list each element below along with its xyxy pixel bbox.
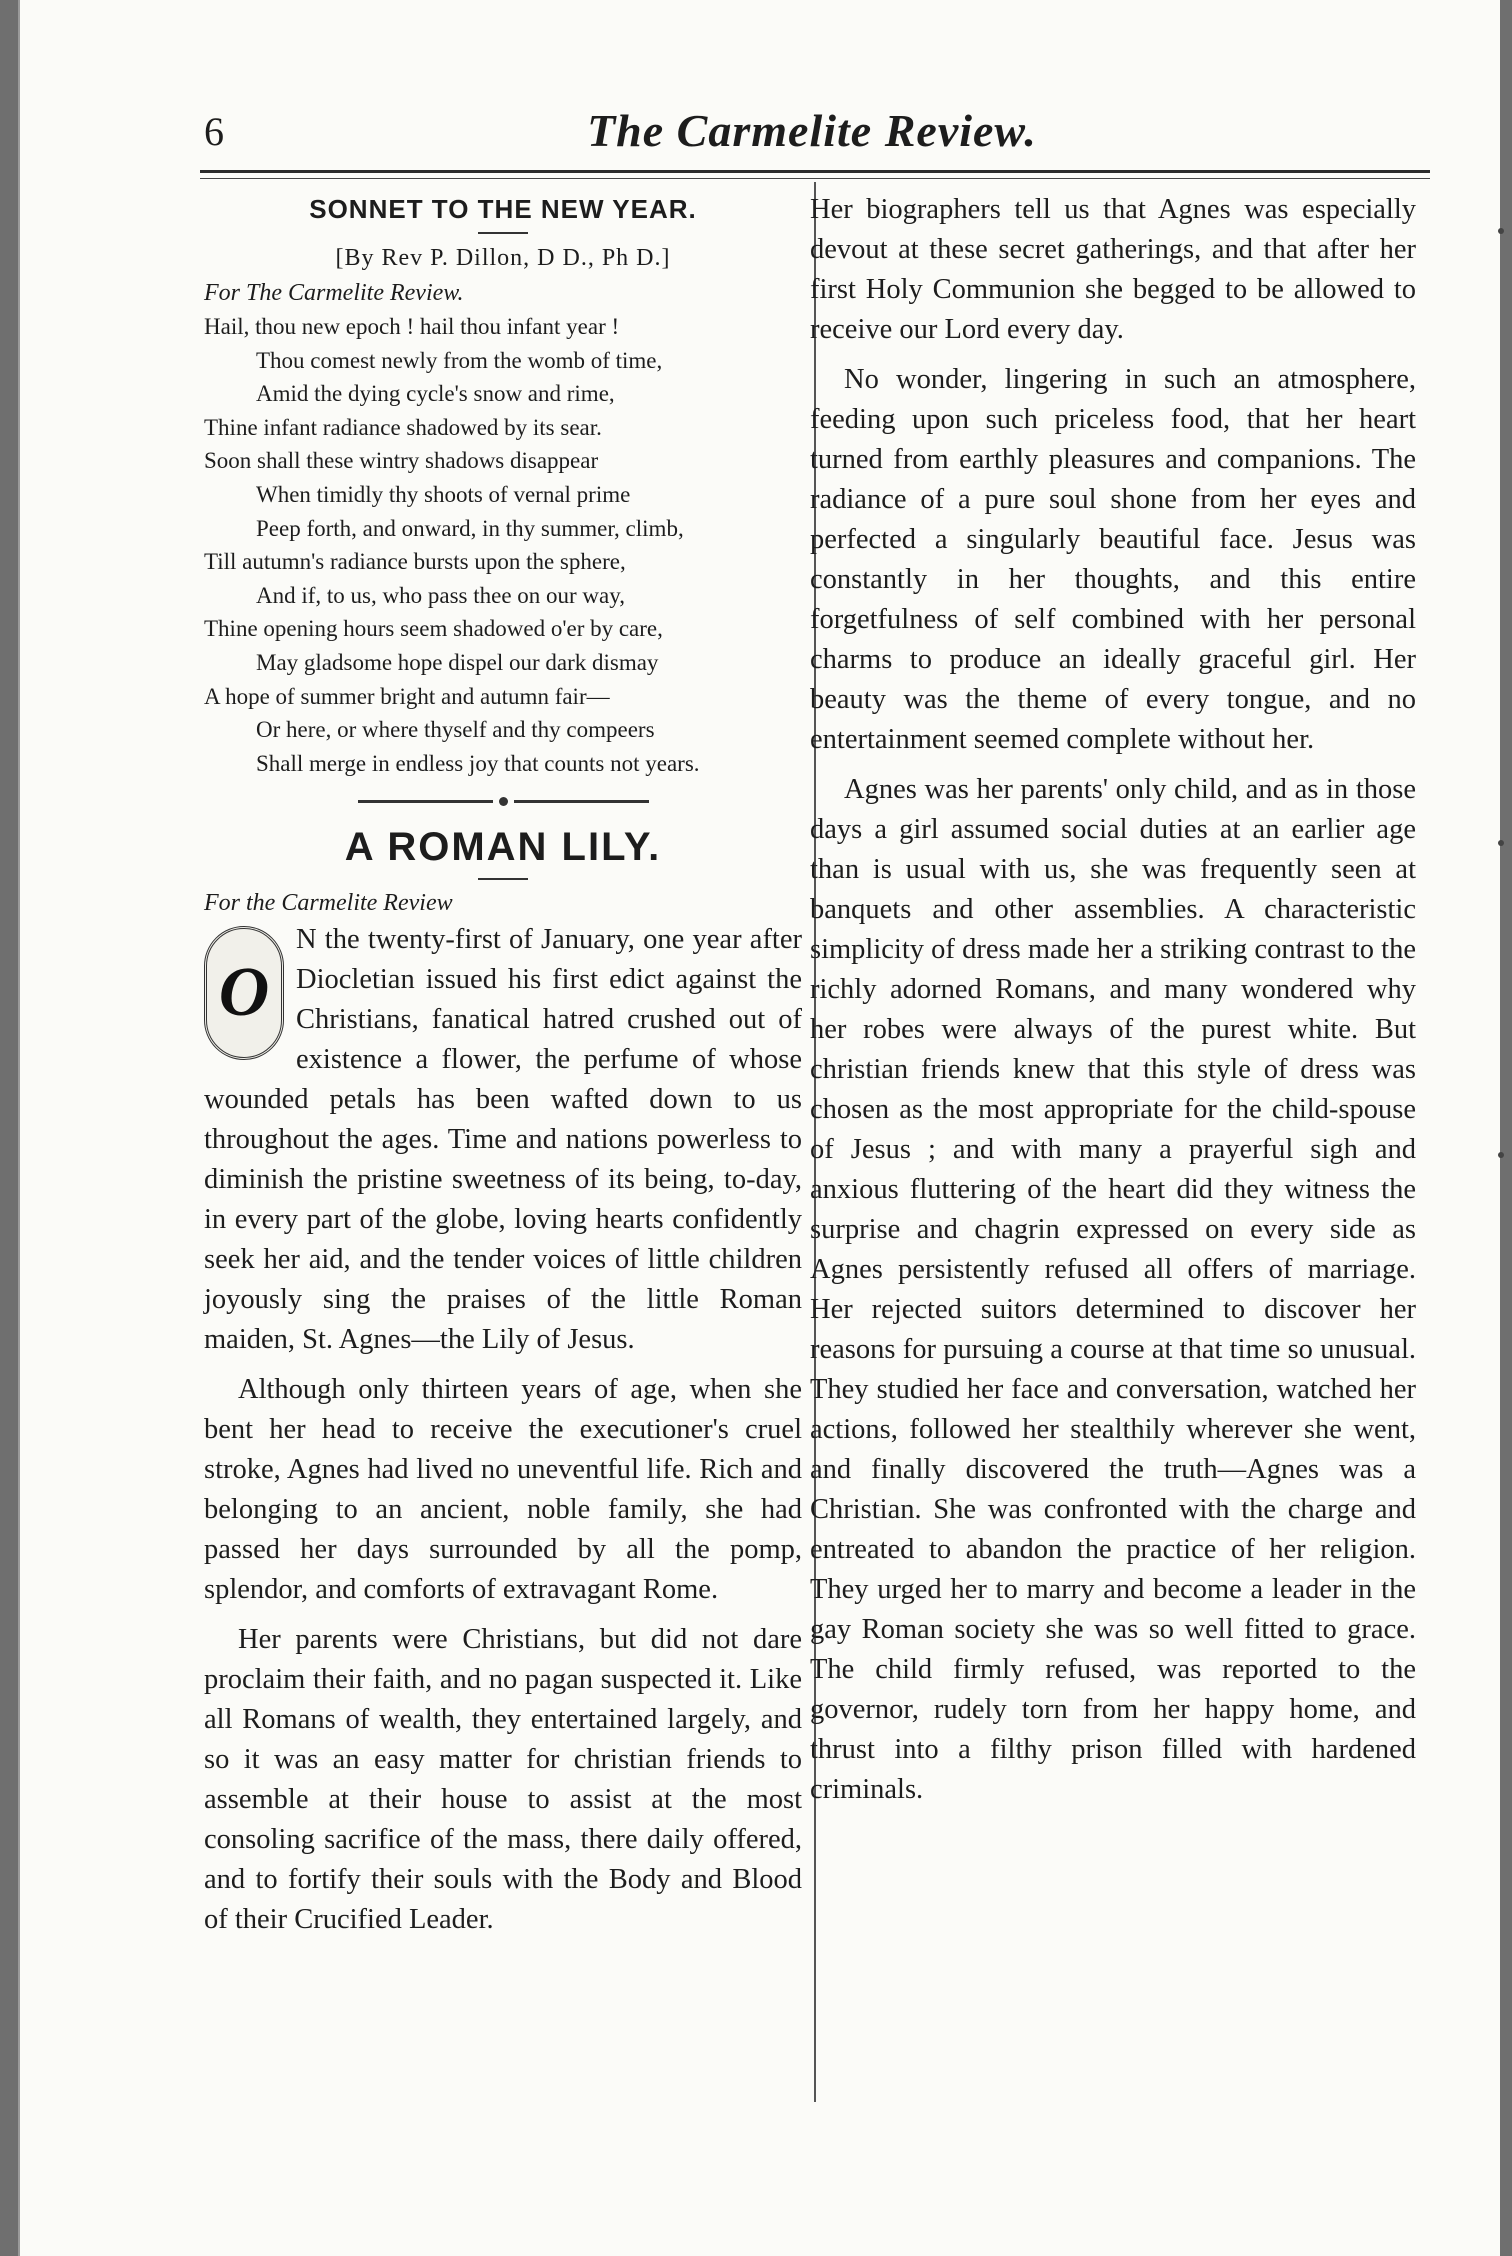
- margin-mark: [1498, 840, 1504, 846]
- article-first-paragraph: N the twenty-first of January, one year after Diocletian issued his first edict against the Christians, fanatical hatred crushed out of existence a flower, the perfume of whose wounded petals has been wafted down to us throughout the ages. Time and nations powerless to diminish the pristine sweetness of its being, to-day, in every part of the globe, loving hearts confidently seek her aid, and the tender voices of little children joyously sing the praises of the little Roman maiden, St. Agnes—the Lily of Jesus.: [204, 924, 802, 1356]
- article-paragraph: No wonder, lingering in such an atmosphere, feeding upon such priceless food, that her heart turned from earthly pleasures and companions. The radiance of a pure soul shone from her eyes and perfected a singularly beautiful face. Jesus was constantly in her thoughts, and this entire forgetfulness of self combined with her personal charms to produce an ideally graceful girl. Her beauty was the theme of every tongue, and no entertainment seemed complete without her.: [810, 364, 1416, 755]
- article-paragraph: Her parents were Christians, but did not dare proclaim their faith, and no pagan suspected it. Like all Romans of wealth, they entertained largely, and so it was an easy matter for christian friends to assemble at their house to assist at the most consoling sacrifice of the mass, there daily offered, and to fortify their souls with the Body and Blood of their Crucified Leader.: [204, 1624, 802, 1936]
- poem-line: Peep forth, and onward, in thy summer, climb,: [256, 515, 684, 541]
- margin-mark: [1498, 1152, 1504, 1158]
- poem-line: May gladsome hope dispel our dark dismay: [256, 649, 659, 675]
- journal-title: The Carmelite Review.: [587, 105, 1037, 156]
- article-title: A ROMAN LILY.: [344, 825, 662, 870]
- article-opening: [204, 920, 802, 1360]
- margin-mark: [1498, 228, 1504, 234]
- poem-line: A hope of summer bright and autumn fair—: [204, 683, 610, 709]
- dropcap-letter: O: [204, 926, 284, 1060]
- header-rule: [200, 170, 1430, 173]
- poem-line: Amid the dying cycle's snow and rime,: [256, 381, 615, 407]
- sonnet-title: SONNET TO THE NEW YEAR.: [309, 194, 697, 224]
- section-ornament: [204, 786, 802, 816]
- poem-line: When timidly thy shoots of vernal prime: [256, 481, 631, 507]
- poem-line: Soon shall these wintry shadows disappear: [204, 448, 599, 474]
- title-rule: [478, 232, 528, 234]
- poem-line: And if, to us, who pass thee on our way,: [256, 582, 626, 608]
- poem-line: Till autumn's radiance bursts upon the sphere,: [204, 549, 626, 575]
- article-continuation: Her biographers tell us that Agnes was especially devout at these secret gatherings, and that after her first Holy Communion she begged to be allowed to receive our Lord every day.: [810, 194, 1416, 345]
- sonnet-byline: [By Rev P. Dillon, D D., Ph D.]: [335, 245, 671, 271]
- page-number: 6: [204, 109, 224, 154]
- poem-line: Thou comest newly from the womb of time,: [256, 347, 663, 373]
- poem-line: Shall merge in endless joy that counts not years.: [256, 750, 700, 776]
- poem-line: Hail, thou new epoch ! hail thou infant year !: [204, 314, 620, 339]
- poem-line: Thine infant radiance shadowed by its sear.: [204, 414, 602, 440]
- article-title-rule: [478, 878, 528, 880]
- page-header: [198, 100, 1426, 170]
- article-paragraph: Although only thirteen years of age, when she bent her head to receive the executioner's cruel stroke, Agnes had lived no uneventful life. Rich and belonging to an ancient, noble family, she had passed her days surrounded by all the pomp, splendor, and comforts of extravagant Rome.: [204, 1374, 802, 1606]
- sonnet-poem: [204, 310, 802, 780]
- sonnet-for-review: For The Carmelite Review.: [204, 280, 464, 306]
- right-column: [810, 190, 1416, 1820]
- poem-line: Thine opening hours seem shadowed o'er by care,: [204, 616, 663, 642]
- article-paragraph: Agnes was her parents' only child, and as in those days a girl assumed social duties at an earlier age than is usual with us, she was frequently seen at banquets and other assemblies. A characteristic simplicity of dress made her a striking contrast to the richly adorned Romans, and many wondered why her robes were always of the purest white. But christian friends knew that this style of dress was chosen as the most appropriate for the child-spouse of Jesus ; and with many a prayerful sigh and anxious fluttering of the heart did they witness the surprise and chagrin expressed on every side as Agnes persistently refused all offers of marriage. Her rejected suitors determined to discover her reasons for pursuing a course at that time so unusual. They studied her face and conversation, watched her actions, followed her stealthily wherever she went, and finally discovered the truth—Agnes was a Christian. She was confronted with the charge and entreated to abandon the practice of her religion. They urged her to marry and become a leader in the gay Roman society she was so well fitted to grace. The child firmly refused, was reported to the governor, rudely torn from her happy home, and thrust into a filthy prison filled with hardened criminals.: [810, 774, 1416, 1805]
- header-rule-thin: [200, 178, 1430, 179]
- article-for-review: For the Carmelite Review: [204, 890, 453, 917]
- left-column: [204, 190, 802, 1950]
- poem-line: Or here, or where thyself and thy compeers: [256, 717, 655, 743]
